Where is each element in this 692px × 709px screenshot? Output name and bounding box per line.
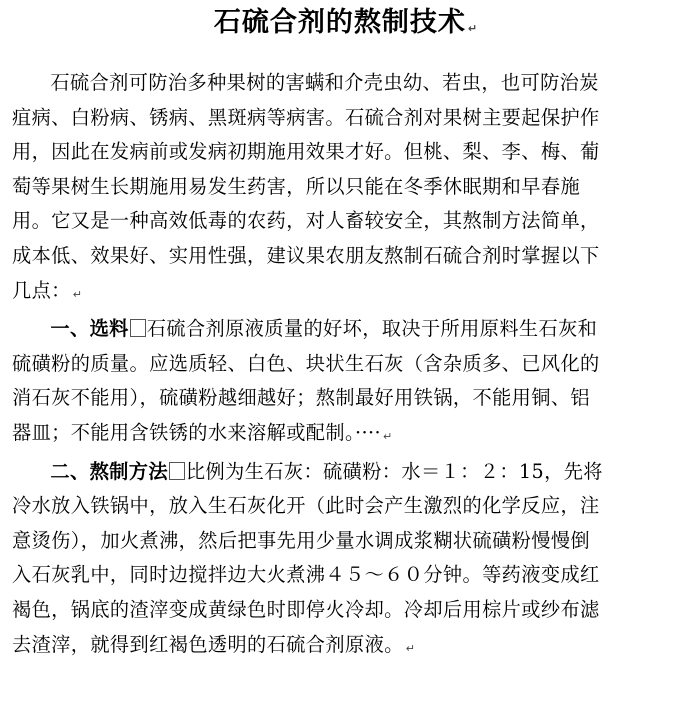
- section-line: 消石灰不能用），硫磺粉越细越好；熬制最好用铁锅，不能用铜、铝: [12, 386, 591, 410]
- intro-line-text: 几点：: [12, 278, 71, 302]
- paragraph-mark-icon: ↵: [467, 22, 479, 35]
- section-line-last: [12, 416, 682, 455]
- section-line-text: 比例为生石灰：硫磺粉：水＝１：２：15，先将: [185, 459, 603, 483]
- section-line: 意烫伤），加火煮沸，然后把事先用少量水调成浆糊状硫磺粉慢慢倒: [12, 528, 591, 552]
- document-title: [0, 6, 692, 46]
- placeholder-box-icon: [130, 319, 146, 337]
- intro-line: 萄等果树生长期施用易发生药害，所以只能在冬季休眠期和早春施: [12, 174, 581, 198]
- section-line-text: 去渣滓，就得到红褐色透明的石硫合剂原液。: [12, 632, 404, 656]
- section-line: 硫磺粉的质量。应选质轻、白色、块状生石灰（含杂质多、已风化的: [12, 351, 600, 375]
- intro-line: 石硫合剂可防治多种果树的害螨和介壳虫幼、若虫，也可防治炭: [50, 71, 599, 94]
- section-line-text: 石硫合剂原液质量的好坏，取决于所用原料生石灰和: [146, 317, 598, 341]
- section-first-line: [12, 455, 682, 490]
- paragraph-mark-icon: ↵: [382, 429, 393, 443]
- intro-paragraph: [12, 66, 682, 312]
- section-line: 冷水放入铁锅中，放入生石灰化开（此时会产生激烈的化学反应，注: [12, 494, 600, 518]
- intro-line: 成本低、效果好、实用性强，建议果农朋友熬制石硫合剂时掌握以下: [12, 243, 600, 267]
- paragraph-mark-icon: ↵: [72, 287, 83, 301]
- section-heading-materials: 一、选料: [50, 317, 129, 341]
- placeholder-box-icon: [169, 462, 185, 480]
- section-paragraph-method: [12, 455, 682, 667]
- section-paragraph-materials: [12, 312, 682, 454]
- document-body: [12, 66, 682, 666]
- document-title-text: 石硫合剂的熬制技术: [213, 7, 466, 38]
- intro-line: 疽病、白粉病、锈病、黑斑病等病害。石硫合剂对果树主要起保护作: [12, 105, 600, 129]
- section-line-last: [12, 628, 682, 667]
- section-heading-method: 二、熬制方法: [50, 459, 168, 483]
- section-line: 褐色，锅底的渣滓变成黄绿色时即停火冷却。冷却后用棕片或纱布滤: [12, 597, 600, 621]
- intro-line: 用，因此在发病前或发病初期施用效果才好。但桃、梨、李、梅、葡: [12, 140, 600, 164]
- section-line-text: 器皿；不能用含铁锈的水来溶解或配制。····: [12, 420, 381, 444]
- intro-line-last: [12, 274, 682, 313]
- section-line: 入石灰乳中，同时边搅拌边大火煮沸４５～６０分钟。等药液变成红: [12, 563, 600, 587]
- paragraph-mark-icon: ↵: [405, 641, 416, 655]
- section-first-line: [12, 312, 682, 347]
- intro-line: 用。它又是一种高效低毒的农药，对人畜较安全，其熬制方法简单，: [12, 209, 600, 233]
